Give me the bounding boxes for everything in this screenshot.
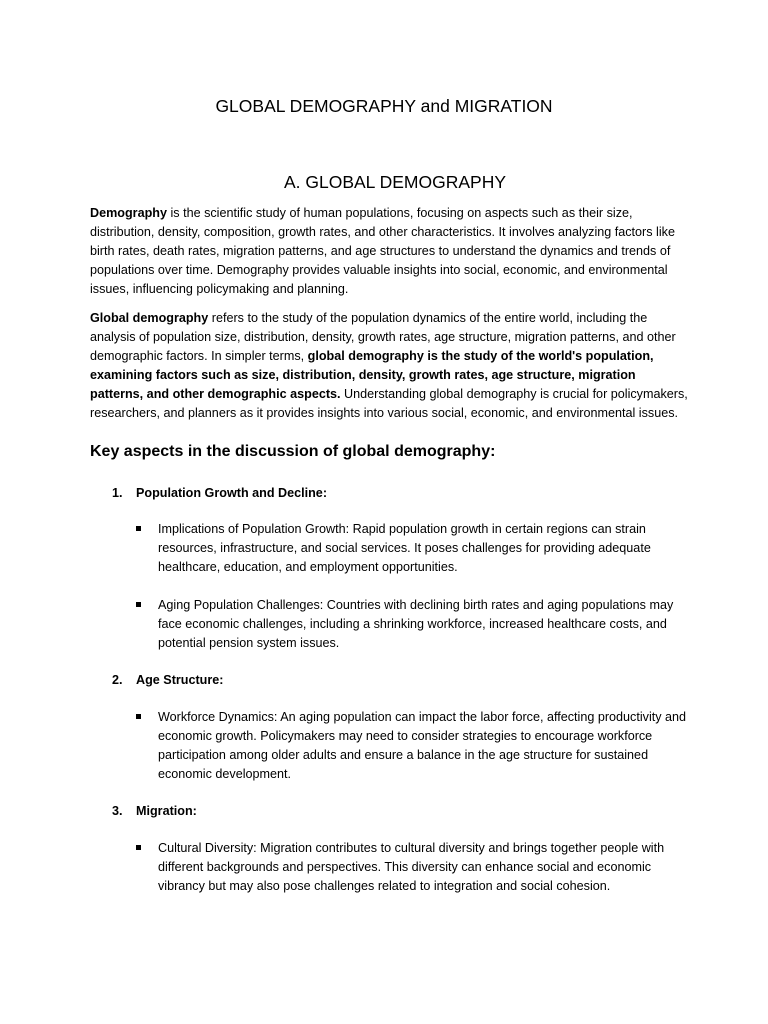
bullet-square-icon [136, 526, 141, 531]
bullet-item [158, 596, 688, 653]
bullet-square-icon [136, 714, 141, 719]
key-aspects-heading: Key aspects in the discussion of global demography: [90, 443, 496, 460]
list-item-number: 2. [112, 673, 123, 687]
list-item-number: 3. [112, 804, 123, 818]
list-item-title: Age Structure: [136, 673, 224, 687]
bullet-square-icon [136, 845, 141, 850]
bullet-square-icon [136, 602, 141, 607]
bullet-item [158, 839, 688, 896]
document-title: GLOBAL DEMOGRAPHY and MIGRATION [215, 96, 553, 116]
list-item-heading [112, 671, 612, 690]
paragraph-demography-text: is the scientific study of human populations, focusing on aspects such as their size, distribution, density, composition, growth rates, and other characteristics. It involves analyzing factors like birth rates, death rates, migration patterns, and age structures to understand the dynamics and trends of populations over time. Demography provides valuable insights into social, economic, and environmental issues, influencing policymaking and planning. [90, 206, 675, 296]
paragraph-global-demography [90, 309, 690, 423]
bullet-text: Aging Population Challenges: Countries with declining birth rates and aging populations may face economic challenges, including a shrinking workforce, increased healthcare costs, and potential pension system issues. [158, 598, 674, 650]
bullet-item [158, 708, 688, 784]
bullet-text: Workforce Dynamics: An aging population can impact the labor force, affecting productivity and economic growth. Policymakers may need to consider strategies to encourage workforce participation among older adults and ensure a balance in the age structure for sustained economic development. [158, 710, 687, 781]
list-item-number: 1. [112, 486, 123, 500]
paragraph-global-demography-bold: global demography is the study of the world's population, examining factors such as size, distribution, density, growth rates, age structure, migration patterns, and other demographic aspects. [90, 349, 654, 401]
paragraph-global-demography-text-1: refers to the study of the population dynamics of the entire world, including the analysis of population size, distribution, density, growth rates, age structure, migration patterns, and other demographic factors. In simpler terms, [90, 311, 676, 363]
bullet-item [158, 520, 688, 577]
list-item-heading [112, 484, 612, 503]
bullet-text: Cultural Diversity: Migration contributes to cultural diversity and brings together people with different backgrounds and perspectives. This diversity can enhance social and economic vibrancy but may also pose challenges related to integration and social cohesion. [158, 841, 665, 893]
term-global-demography: Global demography [90, 311, 209, 325]
list-item-heading [112, 802, 612, 821]
term-demography: Demography [90, 206, 167, 220]
paragraph-demography [90, 204, 690, 299]
section-title: A. GLOBAL DEMOGRAPHY [283, 172, 507, 192]
bullet-text: Implications of Population Growth: Rapid population growth in certain regions can strain resources, infrastructure, and social services. It poses challenges for providing adequate healthcare, education, and employment opportunities. [158, 522, 651, 574]
paragraph-global-demography-text-2: Understanding global demography is crucial for policymakers, researchers, and planners as it provides insights into various social, economic, and environmental issues. [90, 387, 688, 420]
list-item-title: Population Growth and Decline: [136, 486, 328, 500]
list-item-title: Migration: [136, 804, 197, 818]
